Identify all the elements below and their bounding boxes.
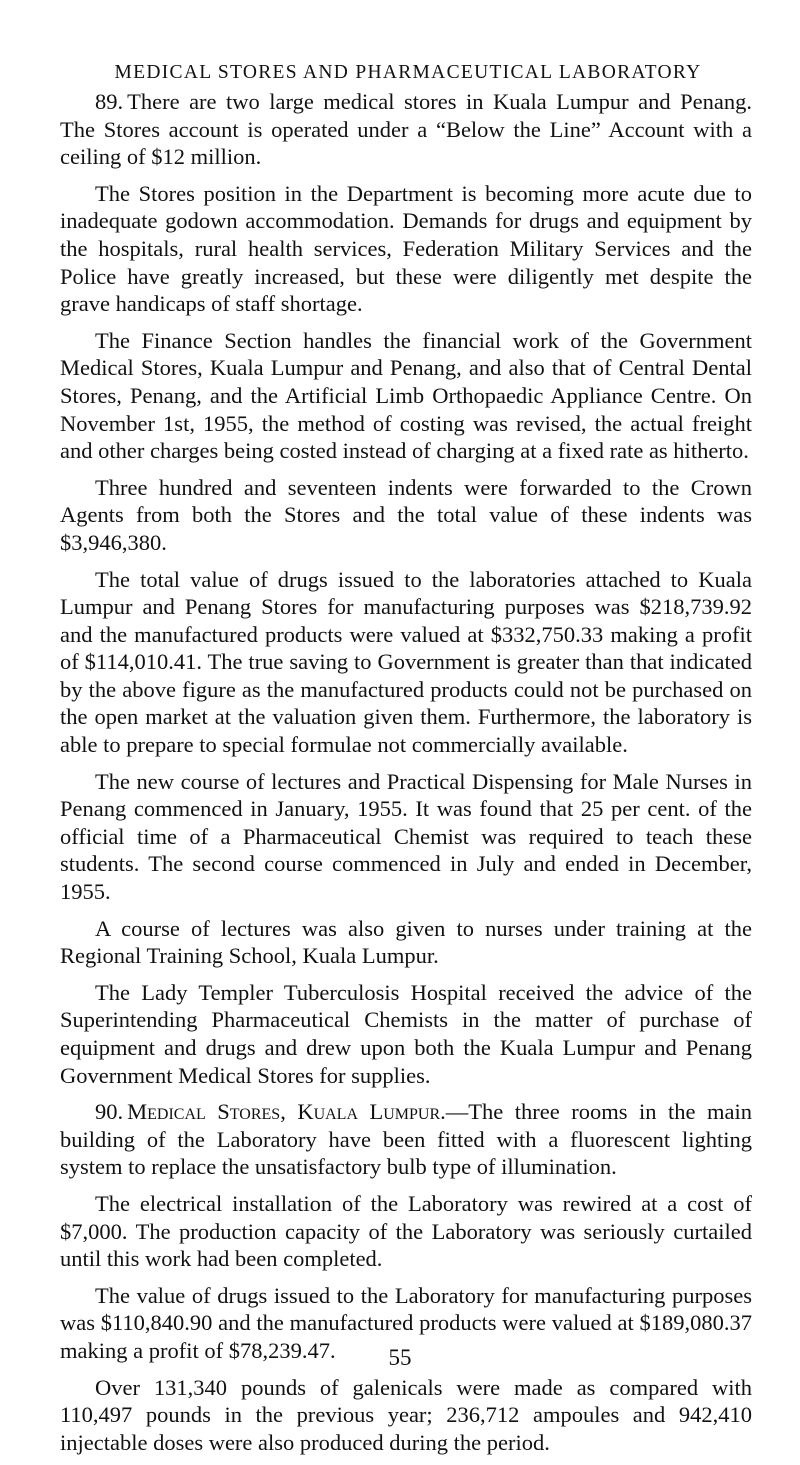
paragraph-89-4: Three hundred and seventeen indents were forwarded to the Crown Agents from both the Stores and the total value of these indents was $3,946,380. (60, 474, 752, 555)
paragraph-89-6: The new course of lectures and Practical Dispensing for Male Nurses in Penang commenced in January, 1955. It was found that 25 per cent. of the official time of a Pharmaceutical Chemist was required to teach these students. The second course commenced in July and ended in December, 1955. (60, 768, 752, 905)
paragraph-89-8: The Lady Templer Tuberculosis Hospital received the advice of the Superintending Pharmaceutical Chemists in the matter of purchase of equipment and drugs and drew upon both the Kuala Lumpur and Penang Government Medical Stores for supplies. (60, 979, 752, 1088)
paragraph-89-2: The Stores position in the Department is becoming more acute due to inadequate godown accommodation. Demands for drugs and equipment by the hospitals, rural health services, Federation Military Services and the Police have greatly increased, but these were diligently met despite the grave handicaps of staff shortage. (60, 180, 752, 317)
paragraph-90-2: The electrical installation of the Laboratory was rewired at a cost of $7,000. The production capacity of the Laboratory was seriously curtailed until this work had been completed. (60, 1190, 752, 1272)
paragraph-89-7: A course of lectures was also given to nurses under training at the Regional Training School, Kuala Lumpur. (60, 915, 752, 969)
document-page (60, 62, 752, 1465)
paragraph-90-4: Over 131,340 pounds of galenicals were made as compared with 110,497 pounds in the previous year; 236,712 ampoules and 942,410 injectable doses were also produced during the period. (60, 1374, 752, 1455)
paragraph-90-3: The value of drugs issued to the Laboratory for manufacturing purposes was $110,840.90 and the manufactured products were valued at $189,080.37 making a profit of $78,239.47. (60, 1282, 752, 1363)
subsection-title: Medical Stores, Kuala Lumpur. (127, 1099, 446, 1125)
paragraph-89-5: The total value of drugs issued to the laboratories attached to Kuala Lumpur and Penang Stores for manufacturing purposes was $218,739.92 and the manufactured products were valued at $332,750.33 making a profit of $114,010.41. The true saving to Government is greater than that indicated by the above figure as the manufactured products could not be purchased on the open market at the valuation given them. Furthermore, the laboratory is able to prepare to special formulae not commercially available. (60, 566, 752, 758)
paragraph-text: —The three rooms in the main building of the Laboratory have been fitted with a fluorescent lighting system to replace the unsatisfactory bulb type of illumination. (60, 1099, 752, 1180)
page-number: 55 (388, 1345, 412, 1370)
section-number-89: 89. (95, 89, 124, 114)
paragraph-90-1 (60, 1098, 752, 1181)
paragraph-89-1 (60, 88, 752, 171)
paragraph-text: There are two large medical stores in Kuala Lumpur and Penang. The Stores account is operated under a “Below the Line” Account with a ceiling of $12 million. (60, 89, 752, 170)
section-number-90: 90. (95, 1099, 124, 1125)
section-heading: MEDICAL STORES AND PHARMACEUTICAL LABORATORY (114, 62, 702, 83)
paragraph-89-3: The Finance Section handles the financial work of the Government Medical Stores, Kuala Lumpur and Penang, and also that of Central Dental Stores, Penang, and the Artificial Limb Orthopaedic Appliance Centre. On November 1st, 1955, the method of costing was revised, the actual freight and other charges being costed instead of charging at a fixed rate as hitherto. (60, 327, 752, 464)
